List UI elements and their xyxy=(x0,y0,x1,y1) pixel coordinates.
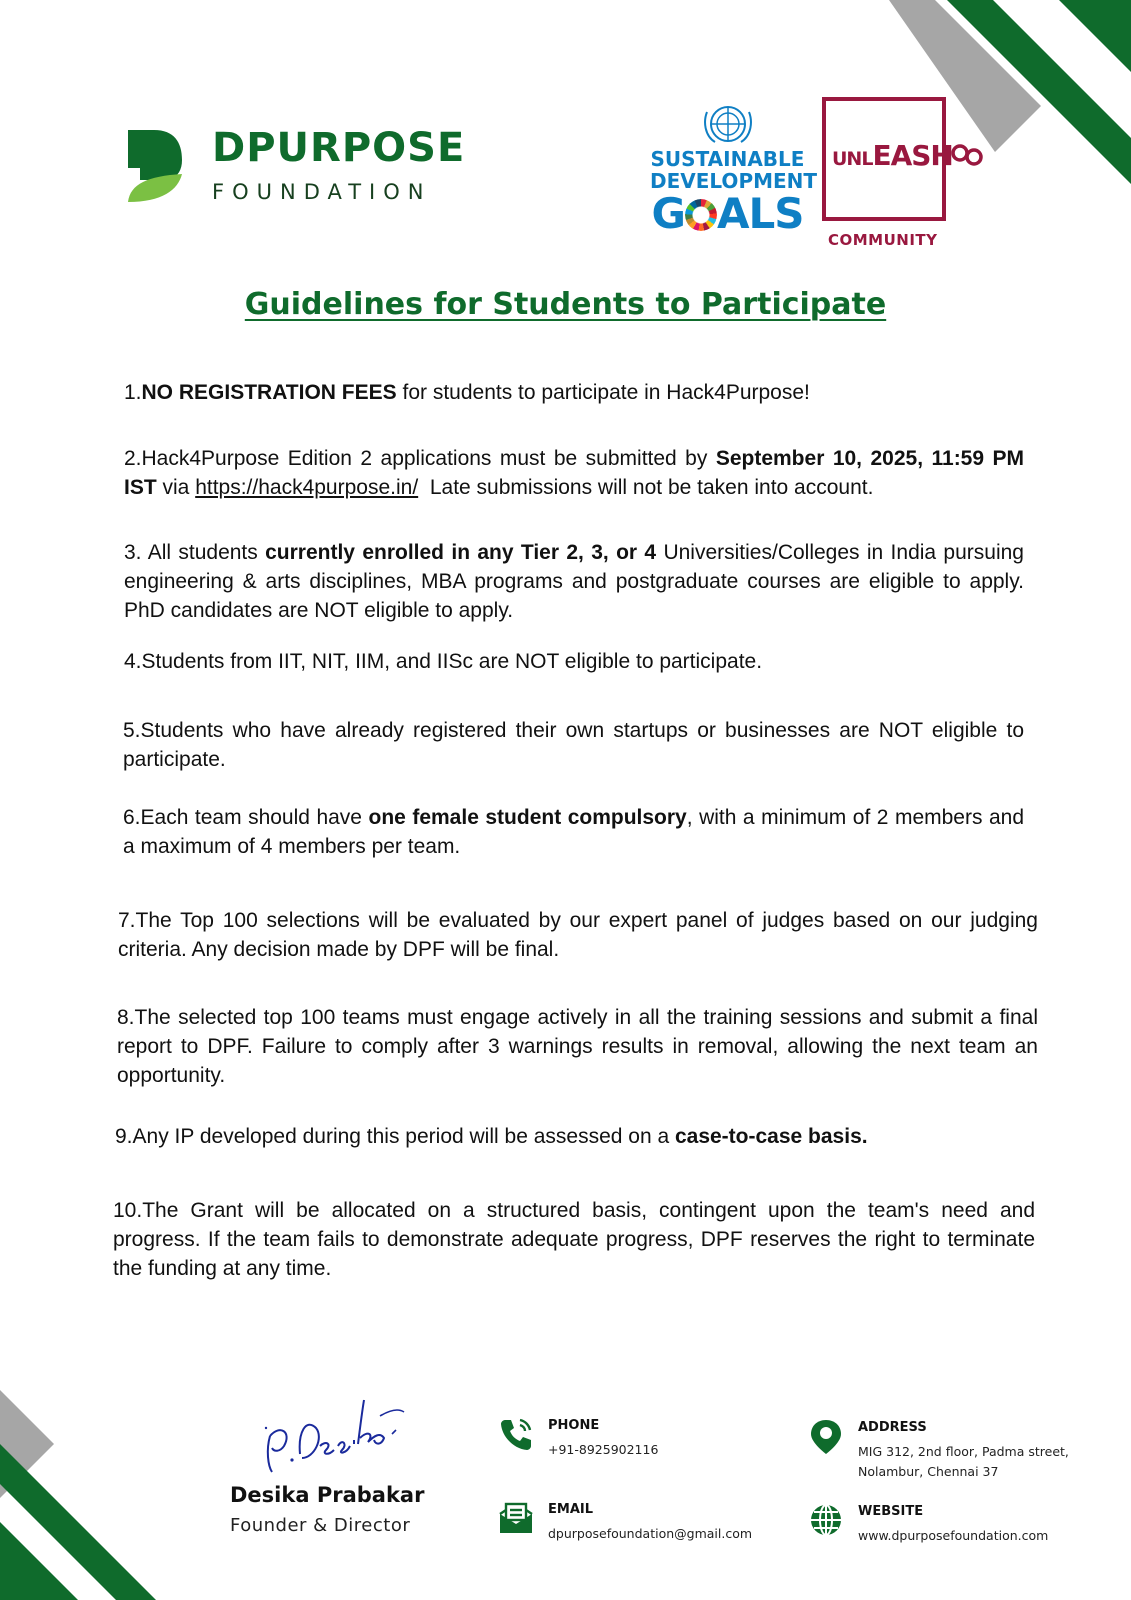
signer-role: Founder & Director xyxy=(230,1515,411,1536)
rule-6 xyxy=(123,803,1024,861)
rule-2-text-after: Late submissions will not be taken into account. xyxy=(418,476,874,499)
rule-3 xyxy=(124,538,1024,625)
website-value[interactable]: www.dpurposefoundation.com xyxy=(858,1528,1049,1543)
rule-8 xyxy=(117,1003,1038,1090)
contact-address xyxy=(808,1418,1069,1482)
rule-10-text: The Grant will be allocated on a structured basis, contingent upon the team's need and progress. If the team fails to demonstrate adequate progress, DPF reserves the right to terminate the funding at any time. xyxy=(113,1199,1035,1280)
rule-10-prefix: 10. xyxy=(113,1199,143,1222)
phone-label: PHONE xyxy=(548,1418,600,1433)
signer-name: Desika Prabakar xyxy=(230,1483,425,1507)
rule-2-text-mid: via xyxy=(156,476,196,499)
unleash-word xyxy=(832,139,953,172)
dpurpose-logo xyxy=(126,125,466,204)
rule-6-bold: one female student compulsory xyxy=(368,806,687,829)
rule-2-text-before: Hack4Purpose Edition 2 applications must be submitted by xyxy=(141,447,716,470)
contact-phone xyxy=(498,1416,658,1460)
rule-7-text: The Top 100 selections will be evaluated by our expert panel of judges based on our judging criteria. Any decision made by DPF will be final. xyxy=(118,909,1038,961)
infinity-icon xyxy=(950,142,986,168)
phone-icon xyxy=(498,1416,534,1452)
rule-5 xyxy=(123,716,1024,774)
website-label: WEBSITE xyxy=(858,1504,924,1519)
rule-3-text-before: All students xyxy=(147,541,266,564)
dp-logo-name-bold: DP xyxy=(212,125,277,171)
hack4purpose-link[interactable]: https://hack4purpose.in/ xyxy=(195,476,419,499)
unleash-word-big: EASH xyxy=(872,139,953,172)
email-value[interactable]: dpurposefoundation@gmail.com xyxy=(548,1526,753,1541)
rule-2 xyxy=(124,444,1024,502)
rule-7 xyxy=(118,906,1038,964)
email-label: EMAIL xyxy=(548,1502,593,1517)
rule-4-text: Students from IIT, NIT, IIM, and IISc are NOT eligible to participate. xyxy=(141,650,763,673)
dp-leaf-icon xyxy=(126,128,184,204)
rule-9 xyxy=(115,1122,1035,1151)
sdg-goals-start: G xyxy=(651,189,685,238)
un-emblem-icon xyxy=(701,102,755,146)
rule-3-prefix: 3. xyxy=(124,541,148,564)
globe-icon xyxy=(808,1502,844,1538)
rule-1-text: for students to participate in Hack4Purpose! xyxy=(396,381,810,404)
sdg-goals xyxy=(650,189,805,238)
corner-decoration-bottom-left xyxy=(0,1390,190,1600)
dp-logo-name xyxy=(212,125,466,171)
unleash-box xyxy=(822,97,953,221)
handwritten-signature xyxy=(262,1388,412,1478)
rule-9-prefix: 9. xyxy=(115,1125,133,1148)
rule-5-prefix: 5. xyxy=(123,719,141,742)
rule-8-prefix: 8. xyxy=(117,1006,135,1029)
rule-3-text-after: Universities/Colleges in India pursuing engineering & arts disciplines, MBA programs and postgraduate courses are eligible to apply. PhD candidates are NOT eligible to apply. xyxy=(124,541,1024,622)
rule-2-prefix: 2. xyxy=(124,447,142,470)
rule-6-prefix: 6. xyxy=(123,806,141,829)
rule-8-text: The selected top 100 teams must engage actively in all the training sessions and submit a final report to DPF. Failure to comply after 3 warnings results in removal, allowing the next team an opportunity. xyxy=(117,1006,1038,1087)
location-pin-icon xyxy=(808,1418,844,1454)
address-line-1: MIG 312, 2nd floor, Padma street, xyxy=(858,1444,1069,1459)
rule-5-text: Students who have already registered their own startups or businesses are NOT eligible to participate. xyxy=(123,719,1024,771)
dp-logo-name-rest: URPOSE xyxy=(276,125,466,171)
rule-6-text-before: Each team should have xyxy=(140,806,369,829)
rule-1-bold: NO REGISTRATION FEES xyxy=(141,381,397,404)
address-value xyxy=(858,1442,1069,1482)
rule-6-text-after: , with a minimum of 2 members and a maximum of 4 members per team. xyxy=(123,806,1025,858)
unleash-word-small: UNL xyxy=(832,148,873,170)
sdg-line-2: DEVELOPMENT xyxy=(650,169,818,193)
rule-2-deadline: September 10, 2025, 11:59 PM IST xyxy=(124,447,1024,499)
rule-1 xyxy=(124,378,1024,407)
address-line-2: Nolambur, Chennai 37 xyxy=(858,1464,999,1479)
sdg-color-wheel-icon xyxy=(685,199,717,231)
rule-4 xyxy=(124,647,1024,676)
rule-9-bold: case-to-case basis. xyxy=(674,1125,868,1148)
page-title: Guidelines for Students to Participate xyxy=(244,287,887,322)
address-label: ADDRESS xyxy=(858,1420,927,1435)
sdg-goals-end: ALS xyxy=(716,189,804,238)
rule-4-prefix: 4. xyxy=(124,650,142,673)
sdg-logo xyxy=(650,102,818,238)
rule-1-prefix: 1. xyxy=(124,381,142,404)
email-icon xyxy=(498,1500,534,1536)
rule-3-bold: currently enrolled in any Tier 2, 3, or 4 xyxy=(265,541,657,564)
rule-10 xyxy=(113,1196,1035,1283)
rule-9-text-before: Any IP developed during this period will be assessed on a xyxy=(132,1125,675,1148)
unleash-community: COMMUNITY xyxy=(828,231,938,249)
dp-logo-subtitle: FOUNDATION xyxy=(212,180,432,204)
sdg-line-1: SUSTAINABLE xyxy=(650,147,805,171)
contact-website xyxy=(808,1502,1048,1546)
phone-value[interactable]: +91-8925902116 xyxy=(548,1442,659,1457)
rule-7-prefix: 7. xyxy=(118,909,136,932)
contact-email xyxy=(498,1500,752,1544)
unleash-logo xyxy=(822,97,953,249)
